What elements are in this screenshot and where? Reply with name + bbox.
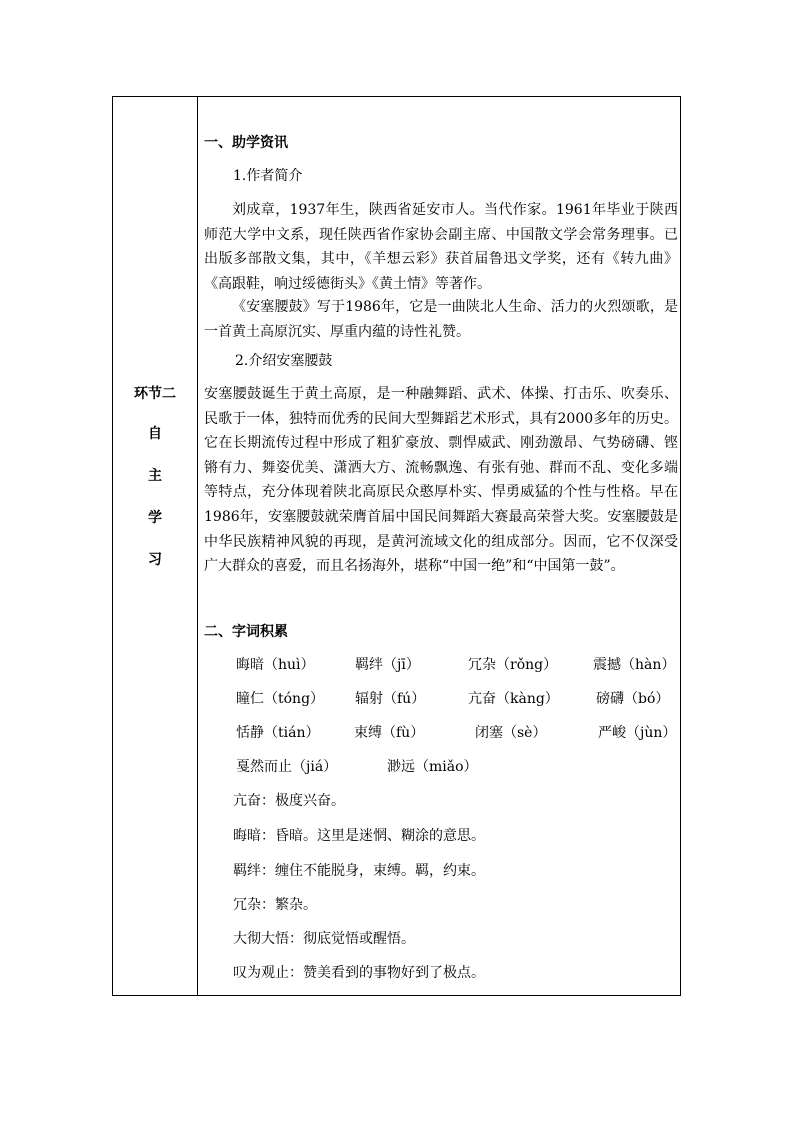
section-1-heading: 一、助学资讯 (204, 135, 288, 151)
vocab-item: 磅礴（bó） (596, 691, 670, 707)
definition-item: 羁绊：缠住不能脱身，束缚。羁，约束。 (233, 863, 485, 879)
lesson-table (112, 96, 681, 996)
stage-label-line-3: 主 (148, 468, 162, 484)
definition-item: 冗杂：繁杂。 (233, 897, 317, 913)
vocab-item: 闭塞（sè） (475, 725, 547, 741)
vocab-item: 羁绊（jī） (355, 657, 420, 673)
vocab-item: 震撼（hàn） (593, 657, 676, 673)
vocab-item: 戛然而止（jiá） (236, 759, 338, 775)
stage-label-line-2: 自 (148, 426, 162, 442)
ansai-drum-subheading: 2.介绍安塞腰鼓 (235, 353, 333, 369)
stage-label-line-4: 学 (148, 510, 162, 526)
stage-label-line-1: 环节二 (134, 386, 176, 402)
vocab-item: 束缚（fù） (354, 725, 425, 741)
ansai-drum-paragraph: 安塞腰鼓诞生于黄土高原，是一种融舞蹈、武术、体操、打击乐、吹奏乐、民歌于一体，独特而优秀的民间大型舞蹈艺术形式，具有2000多年的历史。它在长期流传过程中形成了粗犷豪放、剽悍威武、刚劲激昂、气势磅礴、铿锵有力、舞姿优美、潇洒大方、流畅飘逸、有张有弛、群而不乱、变化多端等特点，充分体现着陕北高原民众憨厚朴实、悍勇威猛的个性与性格。早在1986年，安塞腰鼓就荣膺首届中国民间舞蹈大赛最高荣誉大奖。安塞腰鼓是中华民族精神风貌的再现，是黄河流域文化的组成部分。因而，它不仅深受广大群众的喜爱，而且名扬海外，堪称“中国一绝”和“中国第一鼓”。 (204, 386, 678, 575)
vocab-item: 冗杂（rǒng） (468, 657, 558, 673)
stage-label-line-5: 习 (148, 552, 162, 568)
section-2-heading: 二、字词积累 (204, 624, 288, 640)
vocab-item: 晦暗（huì） (236, 657, 315, 673)
vocab-item: 瞳仁（tóng） (236, 691, 325, 707)
author-paragraph: 刘成章，1937年生，陕西省延安市人。当代作家。1961年毕业于陕西师范大学中文系，现任陕西省作家协会副主席、中国散文学会常务理事。已出版多部散文集，其中，《羊想云彩》获首届鲁迅文学奖，还有《转九曲》《高跟鞋，响过绥德街头》《黄土情》等著作。 (204, 202, 678, 292)
vocab-item: 恬静（tián） (236, 725, 320, 741)
author-intro-subheading: 1.作者简介 (233, 168, 303, 184)
vocab-item: 辐射（fú） (355, 691, 426, 707)
vocab-item: 渺远（miǎo） (387, 759, 478, 775)
vocab-item: 严峻（jùn） (598, 725, 677, 741)
stage-label (113, 383, 197, 591)
column-divider (197, 97, 198, 995)
definition-item: 晦暗：昏暗。这里是迷惘、糊涂的意思。 (233, 828, 485, 844)
definition-item: 大彻大悟：彻底觉悟或醒悟。 (233, 931, 415, 947)
vocab-item: 亢奋（kàng） (468, 691, 559, 707)
definition-item: 叹为观止：赞美看到的事物好到了极点。 (233, 965, 485, 981)
definition-item: 亢奋：极度兴奋。 (233, 793, 345, 809)
work-paragraph: 《安塞腰鼓》写于1986年，它是一曲陕北人生命、活力的火烈颂歌，是一首黄土高原沉实、厚重内蕴的诗性礼赞。 (204, 299, 678, 340)
